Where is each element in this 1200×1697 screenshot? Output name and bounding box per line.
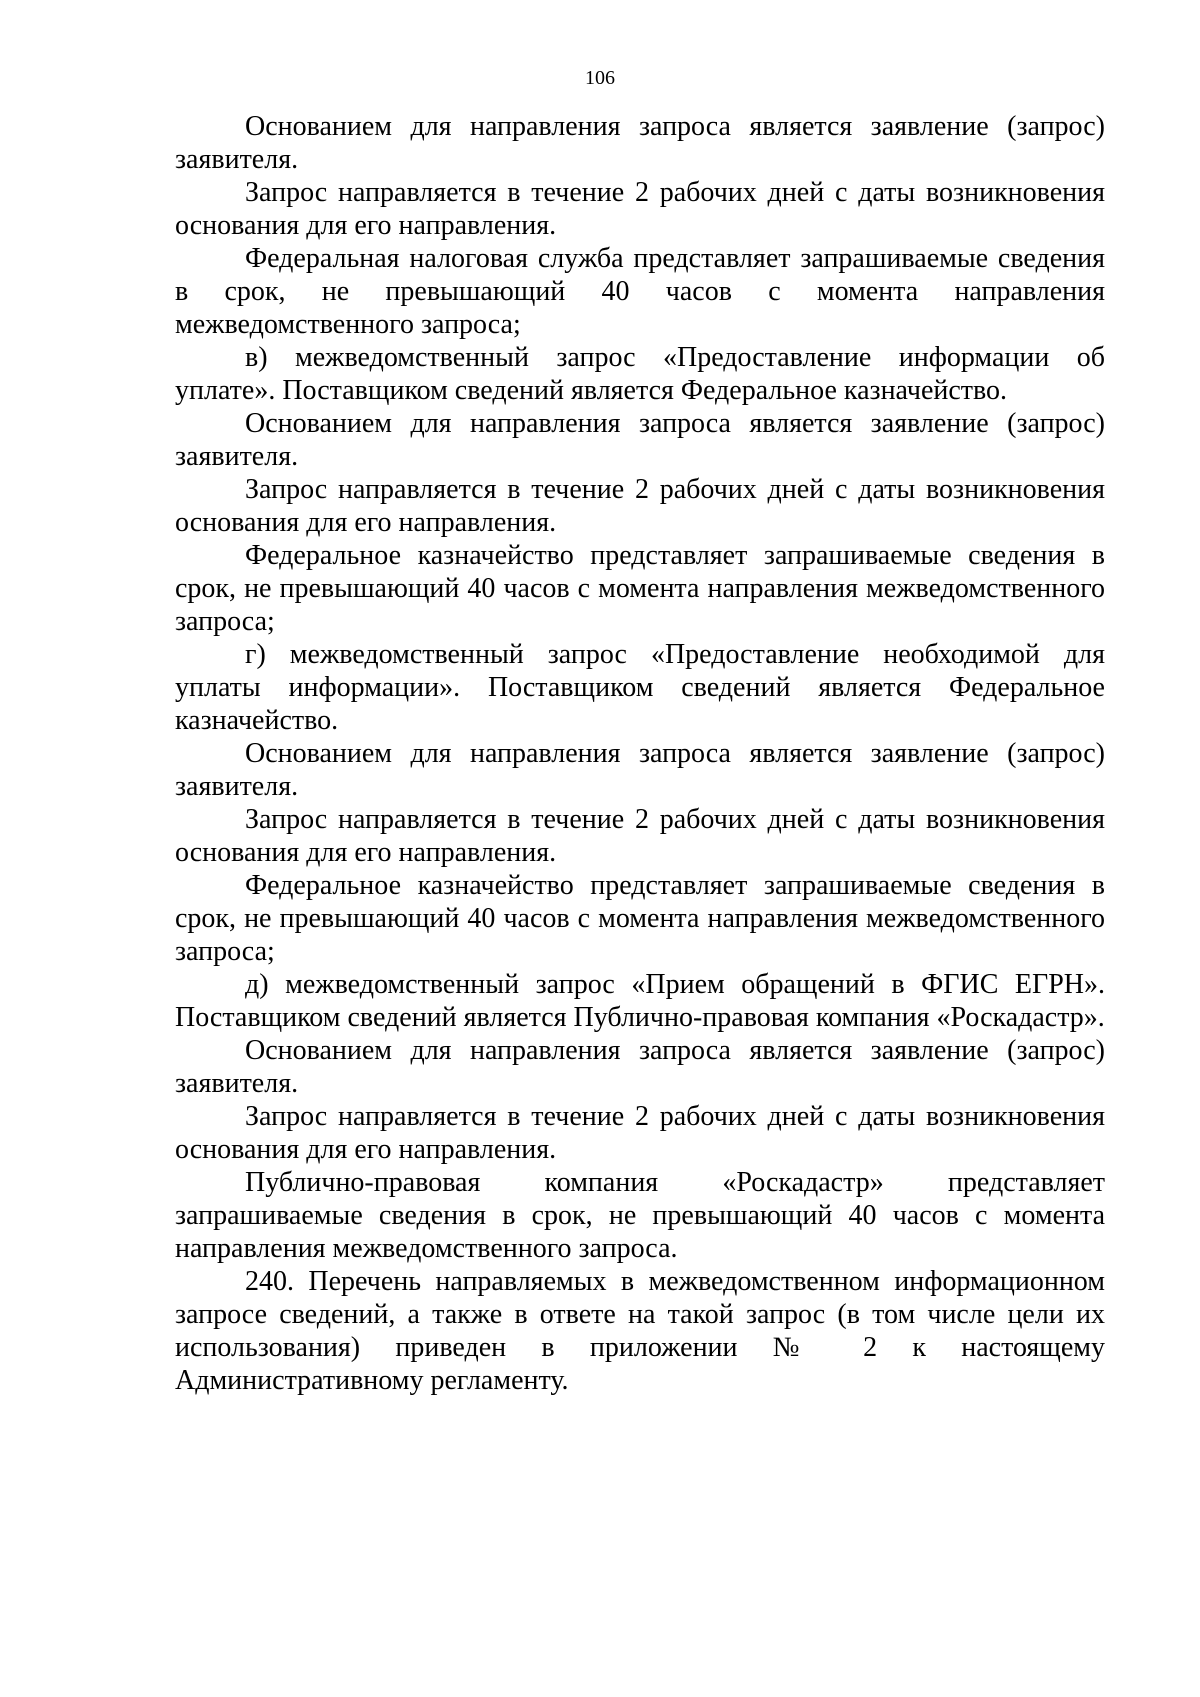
page-number: 106 [585, 67, 615, 89]
paragraph: Публично-правовая компания «Роскадастр» представляет запрашиваемые сведения в срок, не превышающий 40 часов с момента направления межведомственного запроса. [175, 1167, 1105, 1264]
paragraph: Федеральная налоговая служба представляет запрашиваемые сведения в срок, не превышающий 40 часов с момента направления межведомственного запроса; [175, 243, 1105, 340]
paragraph: Основанием для направления запроса является заявление (запрос) заявителя. [175, 111, 1105, 175]
document-body [175, 110, 1105, 1397]
paragraph: Запрос направляется в течение 2 рабочих дней с даты возникновения основания для его направления. [175, 177, 1105, 241]
paragraph: Основанием для направления запроса является заявление (запрос) заявителя. [175, 1035, 1105, 1099]
paragraph: Федеральное казначейство представляет запрашиваемые сведения в срок, не превышающий 40 часов с момента направления межведомственного запроса; [175, 870, 1105, 967]
paragraph: 240. Перечень направляемых в межведомственном информационном запросе сведений, а также в ответе на такой запрос (в том числе цели их использования) приведен в приложении № 2 к настоящему Административному регламенту. [175, 1266, 1105, 1396]
paragraph: д) межведомственный запрос «Прием обращений в ФГИС ЕГРН». Поставщиком сведений является Публично-правовая компания «Роскадастр». [175, 969, 1105, 1033]
paragraph: Основанием для направления запроса является заявление (запрос) заявителя. [175, 408, 1105, 472]
paragraph: Запрос направляется в течение 2 рабочих дней с даты возникновения основания для его направления. [175, 1101, 1105, 1165]
paragraph: Запрос направляется в течение 2 рабочих дней с даты возникновения основания для его направления. [175, 804, 1105, 868]
paragraph: Запрос направляется в течение 2 рабочих дней с даты возникновения основания для его направления. [175, 474, 1105, 538]
paragraph: в) межведомственный запрос «Предоставление информации об уплате». Поставщиком сведений является Федеральное казначейство. [175, 342, 1105, 406]
paragraph: Основанием для направления запроса является заявление (запрос) заявителя. [175, 738, 1105, 802]
paragraph: г) межведомственный запрос «Предоставление необходимой для уплаты информации». Поставщиком сведений является Федеральное казначейство. [175, 639, 1105, 736]
paragraph: Федеральное казначейство представляет запрашиваемые сведения в срок, не превышающий 40 часов с момента направления межведомственного запроса; [175, 540, 1105, 637]
